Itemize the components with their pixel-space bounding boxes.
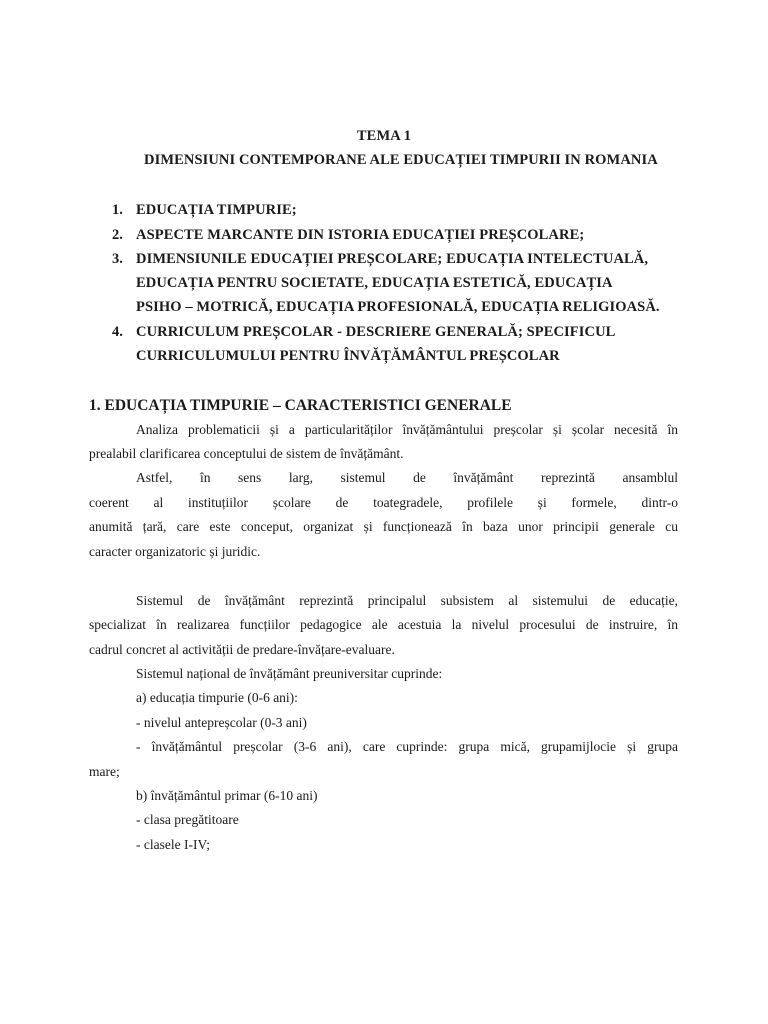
paragraph-2-line-4: caracter organizatoric și juridic. [89,544,261,559]
paragraph-2-line-2: coerent al instituțiilor școlare de toategradele, profilele și formele, dintr-o [89,495,678,510]
list-item-clasa-pregatitoare: - clasa pregătitoare [136,812,239,827]
paragraph-3-line-3: cadrul concret al activității de predare-învățare-evaluare. [89,642,395,657]
paragraph-2-line-1: Astfel, în sens larg, sistemul de învățământ reprezintă ansamblul [136,470,678,485]
toc-item-3-line-2: EDUCAȚIA PENTRU SOCIETATE, EDUCAȚIA ESTETICĂ, EDUCAȚIA [136,275,613,291]
list-item-a: a) educația timpurie (0-6 ani): [136,690,298,705]
paragraph-4: Sistemul național de învățământ preuniversitar cuprinde: [136,666,443,681]
toc-item-2: ASPECTE MARCANTE DIN ISTORIA EDUCAȚIEI PREȘCOLARE; [136,227,585,243]
toc-num-4: 4. [112,324,123,340]
list-item-b: b) învățământul primar (6-10 ani) [136,788,318,803]
toc-num-3: 3. [112,251,123,267]
document-title: TEMA 1 [356,128,412,144]
list-item-antepre: - nivelul antepreșcolar (0-3 ani) [136,715,307,730]
toc-item-4-line-1: CURRICULUM PREȘCOLAR - DESCRIERE GENERALĂ; SPECIFICUL [136,324,616,340]
toc-num-2: 2. [112,227,123,243]
document-subtitle: DIMENSIUNI CONTEMPORANE ALE EDUCAȚIEI TIMPURII IN ROMANIA [144,152,658,168]
toc-item-1: EDUCAȚIA TIMPURIE; [136,202,297,218]
paragraph-3-line-2: specializat în realizarea funcțiilor pedagogice ale acestuia la nivelul procesului de instruire, în [89,617,678,632]
list-item-prescolar: - învățământul preșcolar (3-6 ani), care cuprinde: grupa mică, grupamijlocie și grupa [136,739,678,754]
paragraph-1-line-1: Analiza problematicii și a particularităților învățământului preșcolar și școlar necesită în [136,422,678,437]
section-heading: 1. EDUCAȚIA TIMPURIE – CARACTERISTICI GENERALE [89,397,512,414]
paragraph-2-line-3: anumită țară, care este conceput, organizat și funcționează în baza unor principii generale cu [89,519,678,534]
toc-item-4-line-2: CURRICULUMULUI PENTRU ÎNVĂȚĂMÂNTUL PREȘCOLAR [136,348,560,364]
toc-num-1: 1. [112,202,123,218]
toc-item-3-line-3: PSIHO – MOTRICĂ, EDUCAȚIA PROFESIONALĂ, EDUCAȚIA RELIGIOASĂ. [136,299,660,315]
toc-item-3-line-1: DIMENSIUNILE EDUCAȚIEI PREȘCOLARE; EDUCAȚIA INTELECTUALĂ, [136,251,649,267]
paragraph-3-line-1: Sistemul de învățământ reprezintă principalul subsistem al sistemului de educație, [136,593,678,608]
paragraph-1-line-2: prealabil clarificarea conceptului de sistem de învățământ. [89,446,404,461]
list-item-prescolar-cont: mare; [89,764,120,779]
list-item-clasele: - clasele I-IV; [136,837,210,852]
